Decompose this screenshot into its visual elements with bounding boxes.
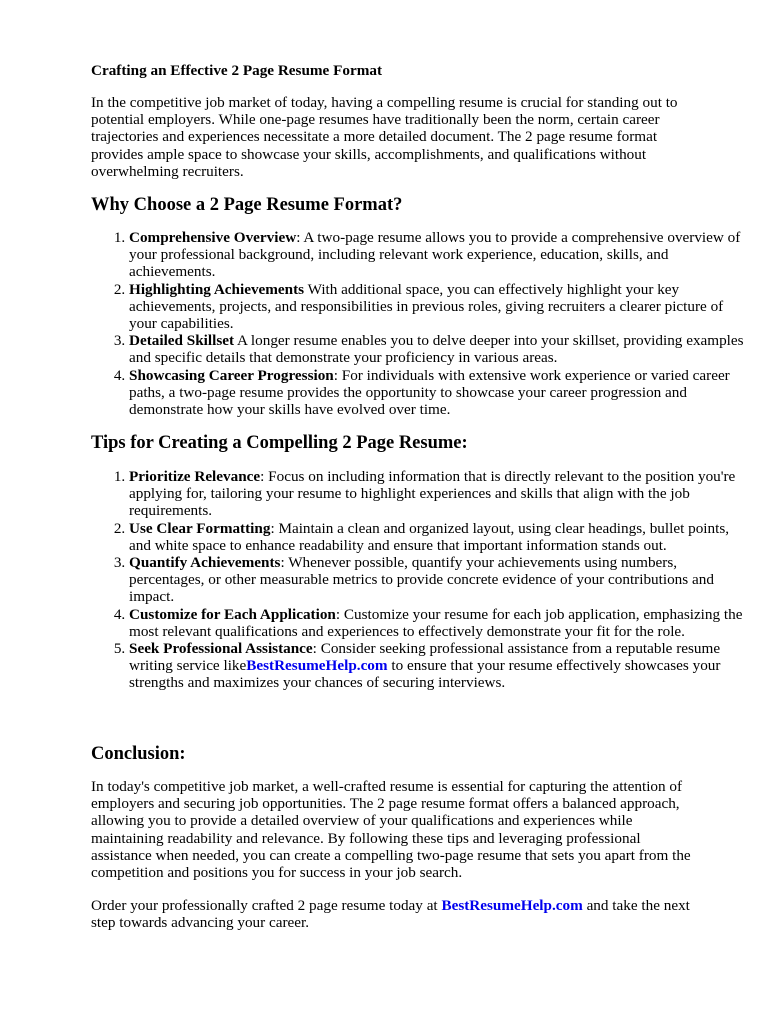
item-term: Comprehensive Overview bbox=[129, 229, 297, 246]
list-item bbox=[129, 281, 749, 333]
list-item bbox=[129, 554, 749, 606]
item-term: Highlighting Achievements bbox=[129, 280, 305, 298]
cta-link[interactable]: BestResumeHelp.com bbox=[441, 897, 583, 914]
list-item bbox=[129, 229, 749, 281]
item-term: Use Clear Formatting bbox=[129, 519, 271, 537]
cta-paragraph bbox=[91, 897, 703, 931]
intro-paragraph: In the competitive job market of today, having a compelling resume is crucial for standing out to potential employers. While one-page resumes have traditionally been the norm, certain career trajectories and experiences necessitate a more detailed document. The 2 page resume format provides ample space to showcase your skills, accomplishments, and qualifications without overwhelming recruiters. bbox=[91, 94, 678, 180]
item-text: : For individuals with extensive work experience or varied career paths, a two-page resume provides the opportunity to showcase your career progression and demonstrate how your skills have evolved over time. bbox=[129, 366, 730, 419]
list-item bbox=[129, 367, 749, 419]
list-item bbox=[129, 332, 749, 366]
list-item bbox=[129, 606, 749, 640]
item-text: : Maintain a clean and organized layout, using clear headings, bullet points, and white space to enhance readability and ensure that important information stands out. bbox=[129, 519, 730, 554]
why-heading: Why Choose a 2 Page Resume Format? bbox=[91, 195, 403, 215]
cta-text: and take the next step towards advancing your career. bbox=[91, 897, 690, 932]
item-text: : Focus on including information that is directly relevant to the position you're applying for, tailoring your resume to highlight experiences and skills that align with the job requirements. bbox=[129, 468, 736, 520]
item-term: Showcasing Career Progression bbox=[129, 366, 334, 384]
tips-list bbox=[91, 468, 749, 692]
cta-text: Order your professionally crafted 2 page resume today at bbox=[91, 897, 442, 914]
conclusion-heading: Conclusion: bbox=[91, 744, 186, 764]
item-text: : Customize your resume for each job application, emphasizing the most relevant qualifications and experiences to effectively demonstrate your fit for the role. bbox=[129, 605, 743, 640]
list-item bbox=[129, 640, 749, 692]
bestresumehelp-link[interactable]: BestResumeHelp.com bbox=[246, 657, 388, 675]
item-term: Customize for Each Application bbox=[129, 605, 336, 623]
item-text: With additional space, you can effectively highlight your key achievements, projects, and responsibilities in previous roles, giving recruiters a clearer picture of your capabilities. bbox=[129, 280, 724, 333]
list-item bbox=[129, 468, 749, 520]
item-text: : A two-page resume allows you to provide a comprehensive overview of your professional background, including relevant work experience, education, skills, and achievements. bbox=[129, 229, 741, 281]
item-term: Seek Professional Assistance bbox=[129, 640, 313, 658]
tips-heading: Tips for Creating a Compelling 2 Page Resume: bbox=[91, 433, 468, 453]
item-text: to ensure that your resume effectively showcases your strengths and maximizes your chances of securing interviews. bbox=[129, 657, 721, 692]
item-term: Quantify Achievements bbox=[129, 554, 281, 572]
item-text: : Whenever possible, quantify your achievements using numbers, percentages, or other measurable metrics to provide concrete evidence of your contributions and impact. bbox=[129, 554, 714, 606]
item-term: Detailed Skillset bbox=[129, 332, 235, 350]
item-term: Prioritize Relevance bbox=[129, 468, 261, 485]
item-text: : Consider seeking professional assistance from a reputable resume writing service like bbox=[129, 640, 721, 675]
item-text: A longer resume enables you to delve deeper into your skillset, providing examples and specific details that demonstrate your proficiency in various areas. bbox=[129, 332, 744, 367]
conclusion-paragraph: In today's competitive job market, a well-crafted resume is essential for capturing the attention of employers and securing job opportunities. The 2 page resume format offers a balanced approach, allowing you to provide a detailed overview of your qualifications and experiences while maintaining readability and relevance. By following these tips and leveraging professional assistance when needed, you can create a compelling two-page resume that sets you apart from the competition and positions you for success in your job search. bbox=[91, 778, 691, 882]
why-list bbox=[91, 229, 749, 418]
document-title: Crafting an Effective 2 Page Resume Format bbox=[91, 62, 383, 79]
list-item bbox=[129, 520, 749, 554]
